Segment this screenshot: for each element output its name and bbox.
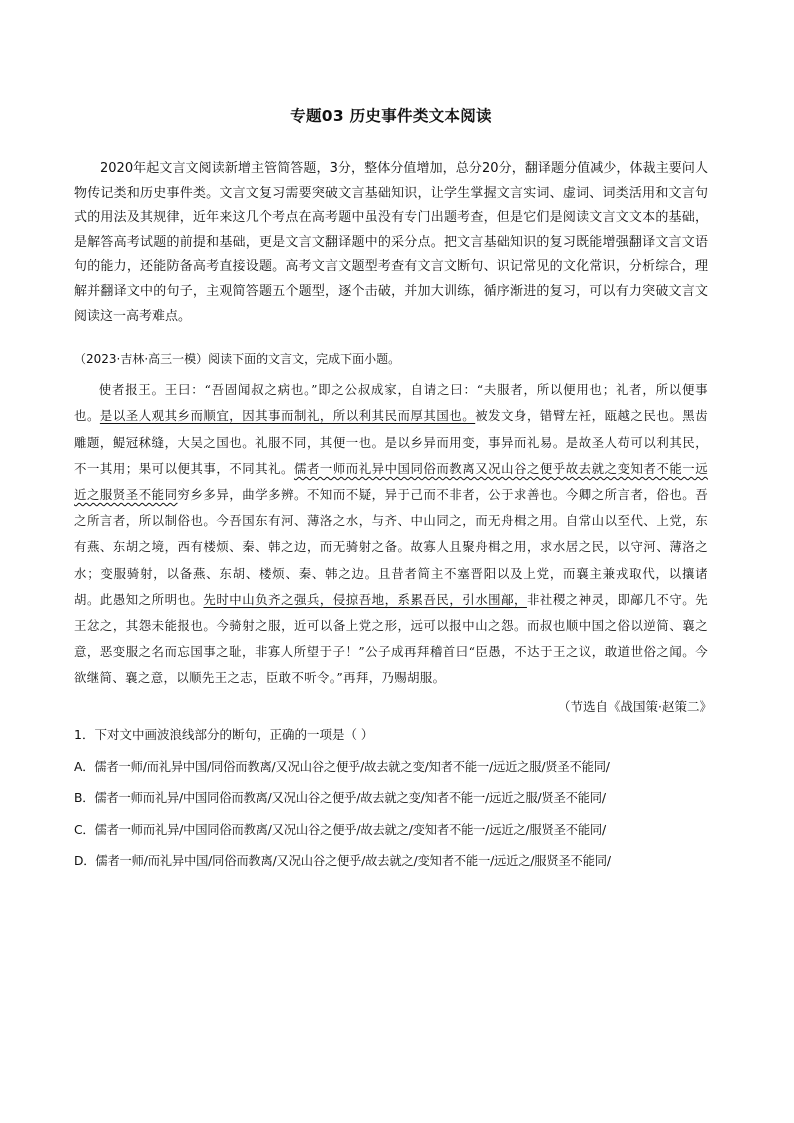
option-d: D．儒者一师/而礼异中国/同俗而教离/又况山谷之便乎/故去就之/变知者不能一/远近之/服贤圣不能同/ bbox=[74, 854, 611, 869]
option-c: C．儒者一师而礼异/中国同俗而教离/又况山谷之便乎/故去就之/变知者不能一/远近之/服贤圣不能同/ bbox=[74, 822, 606, 837]
passage-text-1: 使者报王。王曰：“吾固闻叔之病也。”即之公叔成家，自请之曰：“夫服者，所以便用也；礼者，所以便事也。 bbox=[74, 382, 708, 424]
passage-wavy-underlined-segment: 儒者一师而礼异中国同俗而教离又况山谷之便乎故去就之变知者不能一远近之服贤圣不能同 bbox=[74, 460, 708, 502]
classical-passage bbox=[74, 377, 708, 691]
passage-text-2: 被发文身，错臂左衽，瓯越之民也。黑齿雕题，鳀冠秫缝，大吴之国也。礼服不同，其便一也。是以乡异而用变，事异而礼易。是故圣人苟可以利其民，不一其用；果可以便其事，不同其礼。 bbox=[74, 408, 708, 476]
passage-underlined-sentence-2: 先时中山负齐之强兵，侵掠吾地，系累吾民，引水围鄗， bbox=[203, 591, 527, 607]
intro-paragraph: 2020年起文言文阅读新增主管简答题，3分，整体分值增加，总分20分，翻译题分值减少，体裁主要问人物传记类和历史事件类。文言文复习需要突破文言基础知识，让学生掌握文言实词、虚词、词类活用和文言句式的用法及其规律，近年来这几个考点在高考题中虽没有专门出题考查，但是它们是阅读文言文文本的基础，是解答高考试题的前提和基础，更是文言文翻译题中的采分点。把文言基础知识的复习既能增强翻译文言文语句的能力，还能防备高考直接设题。高考文言文题型考查有文言文断句、识记常见的文化常识，分析综合，理解并翻译文中的句子，主观简答题五个题型，逐个击破，并加大训练，循序渐进的复习，可以有力突破文言文阅读这一高考难点。 bbox=[74, 161, 708, 324]
question-source-line: （2023·吉林·高三一模）阅读下面的文言文，完成下面小题。 bbox=[74, 352, 401, 367]
passage-underlined-sentence-1: 是以圣人观其乡而顺宜，因其事而制礼，所以利其民而厚其国也。 bbox=[99, 408, 476, 424]
passage-text-3: 穷乡多异，曲学多辨。不知而不疑，异于己而不非者，公于求善也。今卿之所言者，俗也。吾之所言者，所以制俗也。今吾国东有河、薄洛之水，与齐、中山同之，而无舟楫之用。自常山以至代、上党，东有燕、东胡之境，西有楼烦、秦、韩之边，而无骑射之备。故寡人且聚舟楫之用，求水居之民，以守河、薄洛之水；变服骑射，以备燕、东胡、楼烦、秦、韩之边。且昔者简主不塞晋阳以及上党，而襄主兼戎取代，以攘诸胡。此愚知之所明也。 bbox=[74, 486, 709, 607]
passage-text-4: 非社稷之神灵，即鄗几不守。先王忿之，其怨未能报也。今骑射之服，近可以备上党之形，远可以报中山之怨。而叔也顺中国之俗以逆简、襄之意，恶变服之名而忘国事之耻，非寡人所望于子！”公子成再拜稽首曰“臣愚，不达于王之议，敢道世俗之闻。今欲继简、襄之意，以顺先王之志，臣敢不听令。”再拜，乃赐胡服。 bbox=[74, 591, 709, 686]
option-a: A．儒者一师/而礼异中国/同俗而教离/又况山谷之便乎/故去就之变/知者不能一/远近之服/贤圣不能同/ bbox=[74, 759, 610, 774]
question-stem: 1．下对文中画波浪线部分的断句，正确的一项是（ ） bbox=[74, 726, 374, 742]
answer-options bbox=[74, 752, 708, 878]
passage-attribution: （节选自《战国策·赵策二》 bbox=[558, 698, 712, 714]
page-title: 专题03 历史事件类文本阅读 bbox=[290, 107, 492, 125]
option-b: B．儒者一师而礼异/中国同俗而教离/又况山谷之便乎/故去就之变/知者不能一/远近之服/贤圣不能同/ bbox=[74, 791, 606, 806]
